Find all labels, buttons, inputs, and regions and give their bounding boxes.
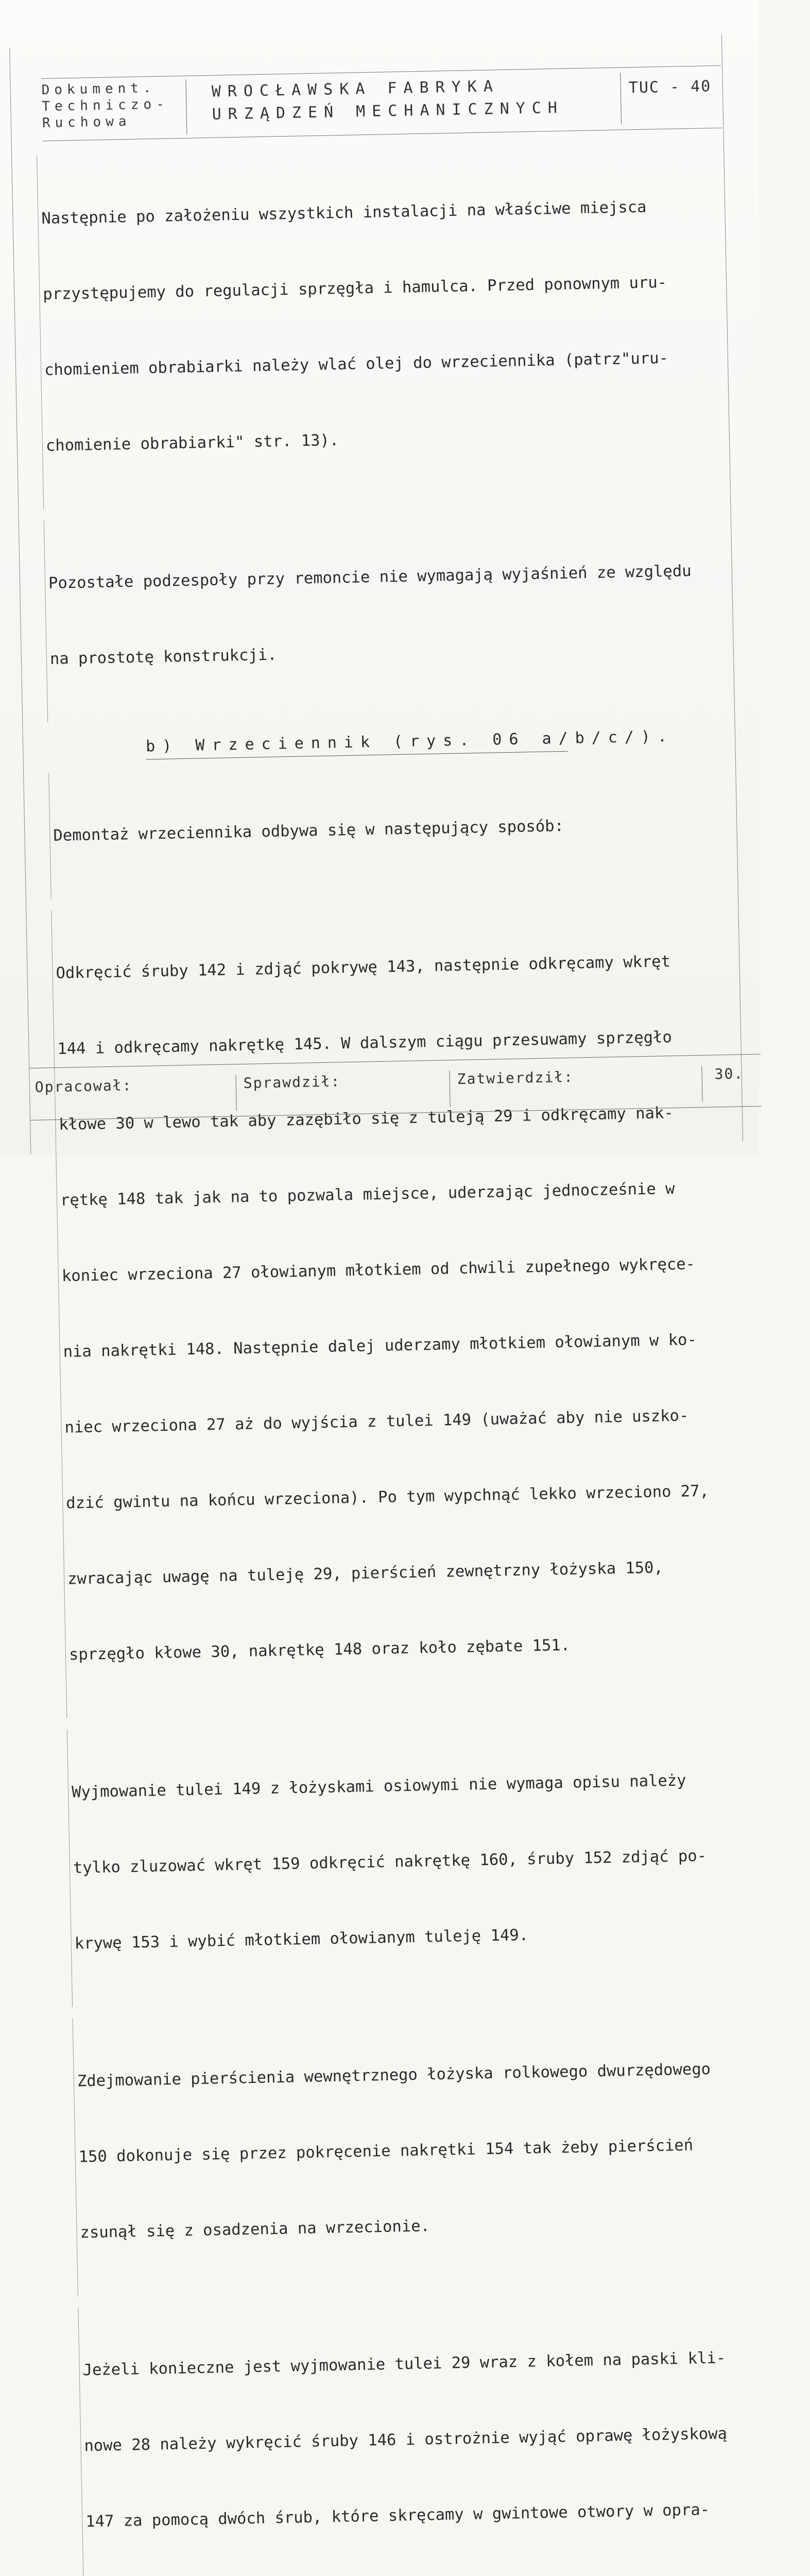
section-heading: b) Wrzeciennik (rys. 06 a/b/c/). — [146, 726, 568, 760]
company-name-line2: URZĄDZEŃ MECHANICZNYCH — [212, 98, 564, 124]
checked-by-field: Sprawdził: — [235, 1071, 450, 1111]
header-doc-type-line: Dokument. — [41, 80, 156, 98]
header-doc-type — [41, 79, 187, 138]
document-header — [41, 65, 722, 141]
text-line: sprzęgło kłowe 30, nakrętkę 148 oraz koło zębate 151. — [68, 1636, 571, 1664]
text-line: tylko zluzować wkręt 159 odkręcić nakrętkę 160, śruby 152 zdjąć po- — [73, 1846, 707, 1877]
paragraph — [78, 2294, 772, 2576]
text-line: Zdejmowanie pierścienia wewnętrznego łożyska rolkowego dwurzędowego — [77, 2060, 711, 2091]
text-line: zwracając uwagę na tuleję 29, pierścień zewnętrzny łożyska 150, — [67, 1558, 664, 1588]
document-body — [37, 143, 778, 2576]
text-line: na prostotę konstrukcji. — [49, 646, 277, 668]
text-line: 147 za pomocą dwóch śrub, które skręcamy w gwintowe otwory w opra- — [85, 2501, 710, 2531]
text-line: dzić gwintu na końcu wrzeciona). Po tym wypchnąć lekko wrzeciono 27, — [66, 1482, 710, 1513]
paragraph — [48, 760, 735, 899]
text-line: 150 dokonuje się przez pokręcenie nakrętki 154 tak żeby pierścień — [78, 2136, 694, 2166]
text-line: rętkę 148 tak jak na to pozwala miejsce, uderzając jednocześnie w — [60, 1179, 675, 1210]
paragraph — [67, 1716, 757, 2007]
text-line: Odkręcić śruby 142 i zdjąć pokrywę 143, następnie odkręcamy wkręt — [56, 952, 671, 982]
paragraph — [44, 507, 732, 722]
header-doc-type-line: Ruchowa — [42, 113, 131, 131]
document-code: TUC - 40 — [628, 77, 712, 97]
text-line: krywę 153 i wybić młotkiem ołowianym tuleję 149. — [74, 1926, 529, 1953]
approved-by-field: Zatwierdził: — [449, 1066, 704, 1107]
text-line: koniec wrzeciona 27 ołowianym młotkiem od chwili zupełnego wykręce- — [61, 1255, 696, 1285]
text-line: Jeżeli konieczne jest wyjmowanie tulei 29 wraz z kołem na paski kli- — [82, 2349, 726, 2380]
text-line: chomienie obrabiarki" str. 13). — [45, 431, 339, 455]
paragraph — [37, 143, 728, 509]
text-line: nia nakrętki 148. Następnie dalej uderzamy młotkiem ołowianym w ko- — [63, 1331, 697, 1361]
text-line: niec wrzeciona 27 aż do wyjścia z tulei 149 (uważać aby nie uszko- — [64, 1406, 689, 1437]
prepared-by-field: Opracował: — [35, 1077, 132, 1096]
text-line: nowe 28 należy wykręcić śruby 146 i ostrożnie wyjąć oprawę łożyskową — [84, 2425, 728, 2455]
text-line: Demontaż wrzeciennika odbywa się w następujący sposób: — [53, 817, 564, 845]
document-sheet — [9, 35, 744, 2531]
text-line: Następnie po założeniu wszystkich instalacji na właściwe miejsca — [41, 198, 647, 228]
page-number: 30. — [701, 1064, 771, 1102]
company-name-line1: WROCŁAWSKA FABRYKA — [211, 77, 500, 101]
text-line: 144 i odkręcamy nakrętkę 145. W dalszym ciągu przesuwamy sprzęgło — [57, 1028, 673, 1058]
text-line: kłowe 30 w lewo tak aby zazębiło się z tuleją 29 i odkręcamy nak- — [58, 1104, 674, 1134]
text-line: Pozostałe podzespoły przy remoncie nie wymagają wyjaśnień ze względu — [48, 562, 692, 593]
text-line — [87, 2572, 769, 2576]
text-line: przystępujemy do regulacji sprzęgła i hamulca. Przed ponownym uru- — [42, 273, 667, 304]
paragraph — [51, 897, 751, 1718]
header-doc-type-line: Techniczo- — [42, 96, 169, 115]
text-line: chomieniem obrabiarki należy wlać olej do wrzeciennika (patrz"uru- — [44, 349, 669, 380]
header-company — [191, 73, 622, 133]
text-line: Wyjmowanie tulei 149 z łożyskami osiowymi nie wymaga opisu należy — [71, 1771, 686, 1802]
paragraph — [73, 2005, 763, 2296]
text-line: zsunął się z osadzenia na wrzecionie. — [80, 2217, 430, 2242]
